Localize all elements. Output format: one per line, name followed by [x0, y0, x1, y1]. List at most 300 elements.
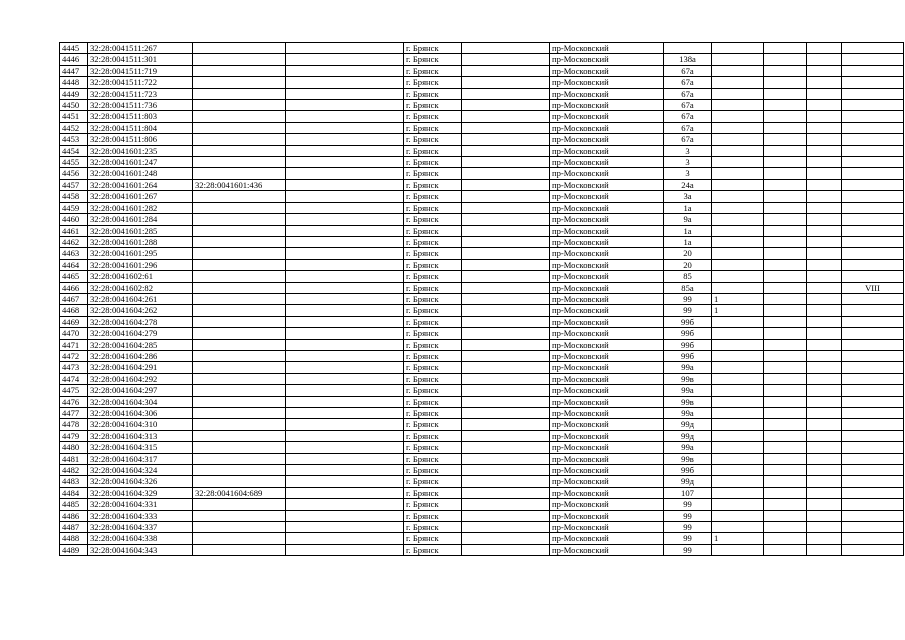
- cadastral-number-cell: 32:28:0041511:736: [88, 100, 193, 111]
- empty-cell: [462, 214, 550, 225]
- room-number-cell: [842, 214, 904, 225]
- table-row: [60, 100, 904, 111]
- street-cell: пр-Московский: [550, 373, 664, 384]
- empty-cell: [764, 396, 807, 407]
- empty-cell: [807, 350, 842, 361]
- empty-cell: [807, 385, 842, 396]
- room-number-cell: [842, 77, 904, 88]
- building-cell: [712, 499, 764, 510]
- empty-cell: [462, 54, 550, 65]
- building-cell: [712, 510, 764, 521]
- related-cadastral-cell: [193, 65, 286, 76]
- cadastral-number-cell: 32:28:0041604:343: [88, 544, 193, 555]
- building-cell: [712, 122, 764, 133]
- table-row: [60, 88, 904, 99]
- empty-cell: [286, 191, 404, 202]
- row-number-cell: 4457: [60, 179, 88, 190]
- table-row: [60, 419, 904, 430]
- empty-cell: [286, 77, 404, 88]
- street-cell: пр-Московский: [550, 248, 664, 259]
- related-cadastral-cell: [193, 362, 286, 373]
- room-number-cell: [842, 134, 904, 145]
- empty-cell: [286, 385, 404, 396]
- street-cell: пр-Московский: [550, 419, 664, 430]
- cadastral-number-cell: 32:28:0041604:262: [88, 305, 193, 316]
- empty-cell: [462, 179, 550, 190]
- room-number-cell: [842, 476, 904, 487]
- room-number-cell: [842, 499, 904, 510]
- empty-cell: [764, 248, 807, 259]
- building-cell: [712, 134, 764, 145]
- row-number-cell: 4456: [60, 168, 88, 179]
- empty-cell: [462, 385, 550, 396]
- empty-cell: [286, 419, 404, 430]
- building-cell: [712, 419, 764, 430]
- city-cell: г. Брянск: [404, 499, 462, 510]
- empty-cell: [286, 282, 404, 293]
- cadastral-number-cell: 32:28:0041511:722: [88, 77, 193, 88]
- related-cadastral-cell: [193, 111, 286, 122]
- table-row: [60, 544, 904, 555]
- table-row: [60, 305, 904, 316]
- empty-cell: [286, 487, 404, 498]
- empty-cell: [807, 145, 842, 156]
- empty-cell: [764, 305, 807, 316]
- street-cell: пр-Московский: [550, 134, 664, 145]
- empty-cell: [462, 442, 550, 453]
- street-cell: пр-Московский: [550, 408, 664, 419]
- street-cell: пр-Московский: [550, 88, 664, 99]
- building-cell: [712, 316, 764, 327]
- room-number-cell: [842, 122, 904, 133]
- empty-cell: [286, 510, 404, 521]
- empty-cell: [286, 465, 404, 476]
- table-row: [60, 293, 904, 304]
- empty-cell: [462, 522, 550, 533]
- row-number-cell: 4458: [60, 191, 88, 202]
- street-cell: пр-Московский: [550, 168, 664, 179]
- table-row: [60, 362, 904, 373]
- empty-cell: [764, 465, 807, 476]
- empty-cell: [462, 122, 550, 133]
- room-number-cell: [842, 362, 904, 373]
- empty-cell: [807, 408, 842, 419]
- empty-cell: [286, 248, 404, 259]
- house-number-cell: 99б: [664, 316, 712, 327]
- building-cell: [712, 544, 764, 555]
- street-cell: пр-Московский: [550, 522, 664, 533]
- empty-cell: [462, 419, 550, 430]
- row-number-cell: 4473: [60, 362, 88, 373]
- empty-cell: [764, 373, 807, 384]
- empty-cell: [764, 339, 807, 350]
- building-cell: [712, 282, 764, 293]
- table-row: [60, 282, 904, 293]
- street-cell: пр-Московский: [550, 54, 664, 65]
- related-cadastral-cell: [193, 122, 286, 133]
- empty-cell: [807, 476, 842, 487]
- empty-cell: [807, 259, 842, 270]
- empty-cell: [807, 191, 842, 202]
- cadastral-number-cell: 32:28:0041604:292: [88, 373, 193, 384]
- related-cadastral-cell: [193, 350, 286, 361]
- row-number-cell: 4453: [60, 134, 88, 145]
- row-number-cell: 4466: [60, 282, 88, 293]
- table-row: [60, 533, 904, 544]
- row-number-cell: 4489: [60, 544, 88, 555]
- empty-cell: [807, 214, 842, 225]
- building-cell: [712, 168, 764, 179]
- table-row: [60, 65, 904, 76]
- register-sheet: [59, 42, 904, 556]
- table-row: [60, 259, 904, 270]
- table-row: [60, 522, 904, 533]
- city-cell: г. Брянск: [404, 373, 462, 384]
- empty-cell: [764, 419, 807, 430]
- empty-cell: [462, 282, 550, 293]
- empty-cell: [462, 396, 550, 407]
- empty-cell: [462, 328, 550, 339]
- street-cell: пр-Московский: [550, 362, 664, 373]
- building-cell: [712, 430, 764, 441]
- building-cell: [712, 453, 764, 464]
- room-number-cell: [842, 430, 904, 441]
- empty-cell: [462, 350, 550, 361]
- street-cell: пр-Московский: [550, 339, 664, 350]
- empty-cell: [764, 442, 807, 453]
- room-number-cell: [842, 43, 904, 54]
- cadastral-number-cell: 32:28:0041604:261: [88, 293, 193, 304]
- empty-cell: [462, 453, 550, 464]
- city-cell: г. Брянск: [404, 54, 462, 65]
- empty-cell: [286, 122, 404, 133]
- building-cell: 1: [712, 533, 764, 544]
- city-cell: г. Брянск: [404, 77, 462, 88]
- building-cell: [712, 43, 764, 54]
- related-cadastral-cell: [193, 499, 286, 510]
- empty-cell: [807, 510, 842, 521]
- empty-cell: [807, 373, 842, 384]
- house-number-cell: 99б: [664, 328, 712, 339]
- row-number-cell: 4478: [60, 419, 88, 430]
- related-cadastral-cell: [193, 157, 286, 168]
- house-number-cell: 3: [664, 168, 712, 179]
- city-cell: г. Брянск: [404, 430, 462, 441]
- cadastral-number-cell: 32:28:0041601:296: [88, 259, 193, 270]
- house-number-cell: 99а: [664, 362, 712, 373]
- row-number-cell: 4454: [60, 145, 88, 156]
- row-number-cell: 4485: [60, 499, 88, 510]
- empty-cell: [286, 476, 404, 487]
- row-number-cell: 4474: [60, 373, 88, 384]
- cadastral-number-cell: 32:28:0041601:284: [88, 214, 193, 225]
- table-row: [60, 179, 904, 190]
- row-number-cell: 4477: [60, 408, 88, 419]
- cadastral-number-cell: 32:28:0041601:235: [88, 145, 193, 156]
- city-cell: г. Брянск: [404, 442, 462, 453]
- cadastral-number-cell: 32:28:0041604:326: [88, 476, 193, 487]
- row-number-cell: 4448: [60, 77, 88, 88]
- empty-cell: [764, 328, 807, 339]
- empty-cell: [286, 316, 404, 327]
- house-number-cell: 3: [664, 145, 712, 156]
- empty-cell: [807, 134, 842, 145]
- street-cell: пр-Московский: [550, 122, 664, 133]
- street-cell: пр-Московский: [550, 293, 664, 304]
- row-number-cell: 4459: [60, 202, 88, 213]
- cadastral-number-cell: 32:28:0041601:282: [88, 202, 193, 213]
- related-cadastral-cell: [193, 465, 286, 476]
- table-row: [60, 510, 904, 521]
- empty-cell: [462, 293, 550, 304]
- row-number-cell: 4460: [60, 214, 88, 225]
- room-number-cell: [842, 259, 904, 270]
- city-cell: г. Брянск: [404, 259, 462, 270]
- building-cell: [712, 522, 764, 533]
- room-number-cell: [842, 510, 904, 521]
- building-cell: [712, 328, 764, 339]
- cadastral-number-cell: 32:28:0041604:333: [88, 510, 193, 521]
- empty-cell: [286, 202, 404, 213]
- empty-cell: [462, 499, 550, 510]
- related-cadastral-cell: [193, 191, 286, 202]
- building-cell: 1: [712, 305, 764, 316]
- city-cell: г. Брянск: [404, 522, 462, 533]
- cadastral-number-cell: 32:28:0041601:295: [88, 248, 193, 259]
- street-cell: пр-Московский: [550, 225, 664, 236]
- room-number-cell: [842, 100, 904, 111]
- related-cadastral-cell: [193, 293, 286, 304]
- related-cadastral-cell: [193, 442, 286, 453]
- address-register-table: [59, 42, 904, 556]
- house-number-cell: 99: [664, 305, 712, 316]
- street-cell: пр-Московский: [550, 43, 664, 54]
- house-number-cell: 99д: [664, 419, 712, 430]
- empty-cell: [807, 179, 842, 190]
- empty-cell: [462, 316, 550, 327]
- house-number-cell: 99а: [664, 442, 712, 453]
- building-cell: [712, 54, 764, 65]
- room-number-cell: [842, 487, 904, 498]
- house-number-cell: 67а: [664, 122, 712, 133]
- table-row: [60, 465, 904, 476]
- empty-cell: [807, 544, 842, 555]
- room-number-cell: VIII: [842, 282, 904, 293]
- city-cell: г. Брянск: [404, 544, 462, 555]
- room-number-cell: [842, 54, 904, 65]
- cadastral-number-cell: 32:28:0041601:247: [88, 157, 193, 168]
- row-number-cell: 4471: [60, 339, 88, 350]
- street-cell: пр-Московский: [550, 271, 664, 282]
- row-number-cell: 4467: [60, 293, 88, 304]
- related-cadastral-cell: [193, 54, 286, 65]
- related-cadastral-cell: [193, 248, 286, 259]
- empty-cell: [286, 350, 404, 361]
- related-cadastral-cell: [193, 225, 286, 236]
- empty-cell: [807, 533, 842, 544]
- house-number-cell: 107: [664, 487, 712, 498]
- row-number-cell: 4480: [60, 442, 88, 453]
- building-cell: [712, 487, 764, 498]
- cadastral-number-cell: 32:28:0041604:329: [88, 487, 193, 498]
- building-cell: [712, 339, 764, 350]
- empty-cell: [286, 168, 404, 179]
- empty-cell: [807, 43, 842, 54]
- street-cell: пр-Московский: [550, 476, 664, 487]
- empty-cell: [807, 328, 842, 339]
- street-cell: пр-Московский: [550, 465, 664, 476]
- empty-cell: [764, 54, 807, 65]
- building-cell: [712, 350, 764, 361]
- empty-cell: [764, 202, 807, 213]
- table-row: [60, 43, 904, 54]
- empty-cell: [462, 533, 550, 544]
- row-number-cell: 4469: [60, 316, 88, 327]
- house-number-cell: 99: [664, 293, 712, 304]
- empty-cell: [286, 145, 404, 156]
- empty-cell: [764, 408, 807, 419]
- empty-cell: [807, 88, 842, 99]
- empty-cell: [286, 499, 404, 510]
- house-number-cell: 99: [664, 510, 712, 521]
- empty-cell: [462, 271, 550, 282]
- city-cell: г. Брянск: [404, 453, 462, 464]
- table-row: [60, 248, 904, 259]
- empty-cell: [764, 476, 807, 487]
- building-cell: [712, 362, 764, 373]
- room-number-cell: [842, 453, 904, 464]
- house-number-cell: 67а: [664, 111, 712, 122]
- street-cell: пр-Московский: [550, 111, 664, 122]
- empty-cell: [807, 362, 842, 373]
- building-cell: 1: [712, 293, 764, 304]
- related-cadastral-cell: [193, 259, 286, 270]
- building-cell: [712, 179, 764, 190]
- empty-cell: [807, 77, 842, 88]
- empty-cell: [764, 259, 807, 270]
- related-cadastral-cell: [193, 419, 286, 430]
- house-number-cell: [664, 43, 712, 54]
- row-number-cell: 4465: [60, 271, 88, 282]
- room-number-cell: [842, 168, 904, 179]
- city-cell: г. Брянск: [404, 214, 462, 225]
- cadastral-number-cell: 32:28:0041604:285: [88, 339, 193, 350]
- room-number-cell: [842, 202, 904, 213]
- empty-cell: [807, 419, 842, 430]
- empty-cell: [807, 487, 842, 498]
- cadastral-number-cell: 32:28:0041601:264: [88, 179, 193, 190]
- city-cell: г. Брянск: [404, 362, 462, 373]
- house-number-cell: 99: [664, 544, 712, 555]
- room-number-cell: [842, 408, 904, 419]
- row-number-cell: 4450: [60, 100, 88, 111]
- empty-cell: [286, 214, 404, 225]
- table-row: [60, 487, 904, 498]
- empty-cell: [286, 179, 404, 190]
- street-cell: пр-Московский: [550, 305, 664, 316]
- house-number-cell: 99д: [664, 476, 712, 487]
- cadastral-number-cell: 32:28:0041604:297: [88, 385, 193, 396]
- street-cell: пр-Московский: [550, 442, 664, 453]
- building-cell: [712, 465, 764, 476]
- row-number-cell: 4451: [60, 111, 88, 122]
- house-number-cell: 67а: [664, 77, 712, 88]
- house-number-cell: 67а: [664, 65, 712, 76]
- house-number-cell: 3: [664, 157, 712, 168]
- table-row: [60, 328, 904, 339]
- empty-cell: [807, 442, 842, 453]
- city-cell: г. Брянск: [404, 145, 462, 156]
- street-cell: пр-Московский: [550, 157, 664, 168]
- building-cell: [712, 385, 764, 396]
- room-number-cell: [842, 225, 904, 236]
- row-number-cell: 4464: [60, 259, 88, 270]
- city-cell: г. Брянск: [404, 248, 462, 259]
- building-cell: [712, 88, 764, 99]
- cadastral-number-cell: 32:28:0041602:61: [88, 271, 193, 282]
- street-cell: пр-Московский: [550, 77, 664, 88]
- room-number-cell: [842, 522, 904, 533]
- empty-cell: [286, 533, 404, 544]
- city-cell: г. Брянск: [404, 225, 462, 236]
- city-cell: г. Брянск: [404, 350, 462, 361]
- city-cell: г. Брянск: [404, 533, 462, 544]
- empty-cell: [286, 271, 404, 282]
- house-number-cell: 85: [664, 271, 712, 282]
- street-cell: пр-Московский: [550, 544, 664, 555]
- empty-cell: [286, 522, 404, 533]
- empty-cell: [764, 179, 807, 190]
- empty-cell: [286, 305, 404, 316]
- city-cell: г. Брянск: [404, 202, 462, 213]
- street-cell: пр-Московский: [550, 191, 664, 202]
- empty-cell: [764, 499, 807, 510]
- cadastral-number-cell: 32:28:0041604:317: [88, 453, 193, 464]
- empty-cell: [764, 145, 807, 156]
- cadastral-number-cell: 32:28:0041601:248: [88, 168, 193, 179]
- empty-cell: [286, 111, 404, 122]
- cadastral-number-cell: 32:28:0041602:82: [88, 282, 193, 293]
- empty-cell: [764, 522, 807, 533]
- row-number-cell: 4470: [60, 328, 88, 339]
- empty-cell: [286, 157, 404, 168]
- empty-cell: [462, 408, 550, 419]
- street-cell: пр-Московский: [550, 145, 664, 156]
- empty-cell: [286, 88, 404, 99]
- empty-cell: [462, 65, 550, 76]
- table-row: [60, 122, 904, 133]
- row-number-cell: 4452: [60, 122, 88, 133]
- cadastral-number-cell: 32:28:0041604:306: [88, 408, 193, 419]
- empty-cell: [764, 533, 807, 544]
- table-row: [60, 453, 904, 464]
- room-number-cell: [842, 442, 904, 453]
- related-cadastral-cell: [193, 43, 286, 54]
- street-cell: пр-Московский: [550, 396, 664, 407]
- city-cell: г. Брянск: [404, 65, 462, 76]
- related-cadastral-cell: 32:28:0041601:436: [193, 179, 286, 190]
- empty-cell: [807, 157, 842, 168]
- empty-cell: [764, 453, 807, 464]
- cadastral-number-cell: 32:28:0041511:267: [88, 43, 193, 54]
- table-row: [60, 271, 904, 282]
- cadastral-number-cell: 32:28:0041604:286: [88, 350, 193, 361]
- empty-cell: [462, 168, 550, 179]
- building-cell: [712, 373, 764, 384]
- city-cell: г. Брянск: [404, 476, 462, 487]
- street-cell: пр-Московский: [550, 202, 664, 213]
- cadastral-number-cell: 32:28:0041604:324: [88, 465, 193, 476]
